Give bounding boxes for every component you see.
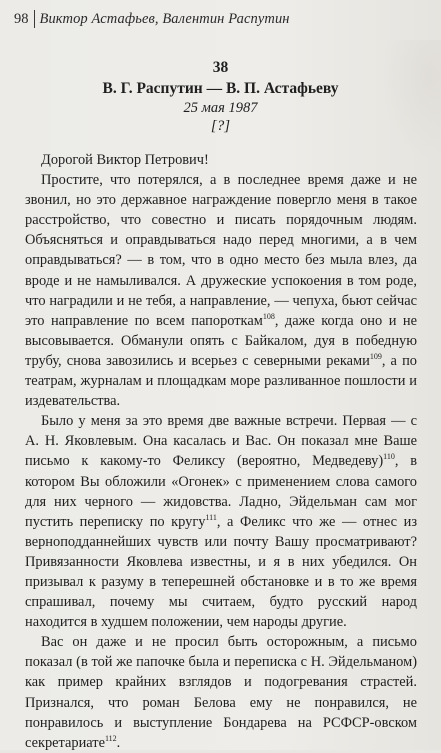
letter-greeting: Дорогой Виктор Петрович! xyxy=(41,152,209,168)
footnote-ref-112[interactable]: 112 xyxy=(104,733,117,743)
footnote-ref-109[interactable]: 109 xyxy=(369,351,382,361)
footnote-ref-108[interactable]: 108 xyxy=(262,311,275,321)
paragraph-1-text-b: , даже когда оно и не высовывается. Обманули опять с Байкалом, дуя в победную трубу, снова завозились и всерьез с северными рекам xyxy=(25,312,417,369)
letter-title: В. Г. Распутин — В. П. Астафьеву xyxy=(102,80,339,97)
paragraph-3 xyxy=(25,632,417,753)
letter-heading xyxy=(0,58,441,135)
paragraph-2-text-a: Было у меня за это время две важные встречи. Первая — с А. Н. Яковлевым. Она касалась и Вас. Он показал мне Ваше письмо к какому-то Феликсу (вероятно, Медведеву) xyxy=(25,413,417,470)
running-header-authors: Виктор Астафьев, Валентин Распутин xyxy=(39,10,290,27)
paragraph-2-text-b-end: у xyxy=(198,513,206,530)
paragraph-2-text-b: , в котором Вы обложили «Огонек» с применением слова самого для них черного — жидовства. Ладно, Эйдельман сам мог пустить переписку по круг xyxy=(25,453,417,530)
paragraph-3-text-b: . xyxy=(116,734,121,751)
paragraph-1 xyxy=(25,170,417,411)
paragraph-2 xyxy=(25,411,417,632)
footnote-ref-111[interactable]: 111 xyxy=(205,512,217,522)
letter-date: 25 мая 1987 xyxy=(183,100,258,116)
running-header xyxy=(14,8,427,30)
paragraph-1-text-c: , а по театрам, журналам и площадкам море разливанное пошлости и издевательства. xyxy=(25,352,417,410)
letter-number: 38 xyxy=(212,59,229,76)
letter-body xyxy=(25,150,417,753)
paragraph-2-text-c: , а Феликс что же — отнес из верноподданнейших чувств или почту Вашу просматривают? Привязанности Яковлева известны, и я в них убедился. Он призывал к разуму в теперешней обстановке и в то же время спрашивал, почему мы считаем, будто русский народ находится в худшем положении, чем народы другие. xyxy=(25,513,418,631)
paragraph-1-text-a: Простите, что потерялся, а в последнее время даже и не звонил, но это державное награждение повергло меня в такое расстройство, что совестно и писать порядочным людям. Объясняться и оправдываться надо перед многими, а в чем оправдываться? — в том, что в одно место без мыла влез, да вроде и не намыливался. А дружеские успокоения в том роде, что наградили и не тебя, а направление, — чепуха, бьют сейчас это направление по всем папоротка xyxy=(25,172,417,329)
footnote-ref-110[interactable]: 110 xyxy=(383,452,395,462)
paragraph-3-text-a: Вас он даже и не просил быть осторожным, а письмо показал (в той же папочке была и переписка с Н. Эйдельманом) как пример крайних взглядов и подогревания страстей. Признался, что роман Белова ему не понравился, не понравилось и выступление Бондарева на РСФСР-овском секретариате xyxy=(25,634,417,751)
paragraph-1-text-a-end: м xyxy=(253,312,263,329)
letter-place-note: [?] xyxy=(210,118,231,134)
paragraph-1-text-b-end: и xyxy=(362,352,370,369)
page-number: 98 xyxy=(14,10,35,28)
